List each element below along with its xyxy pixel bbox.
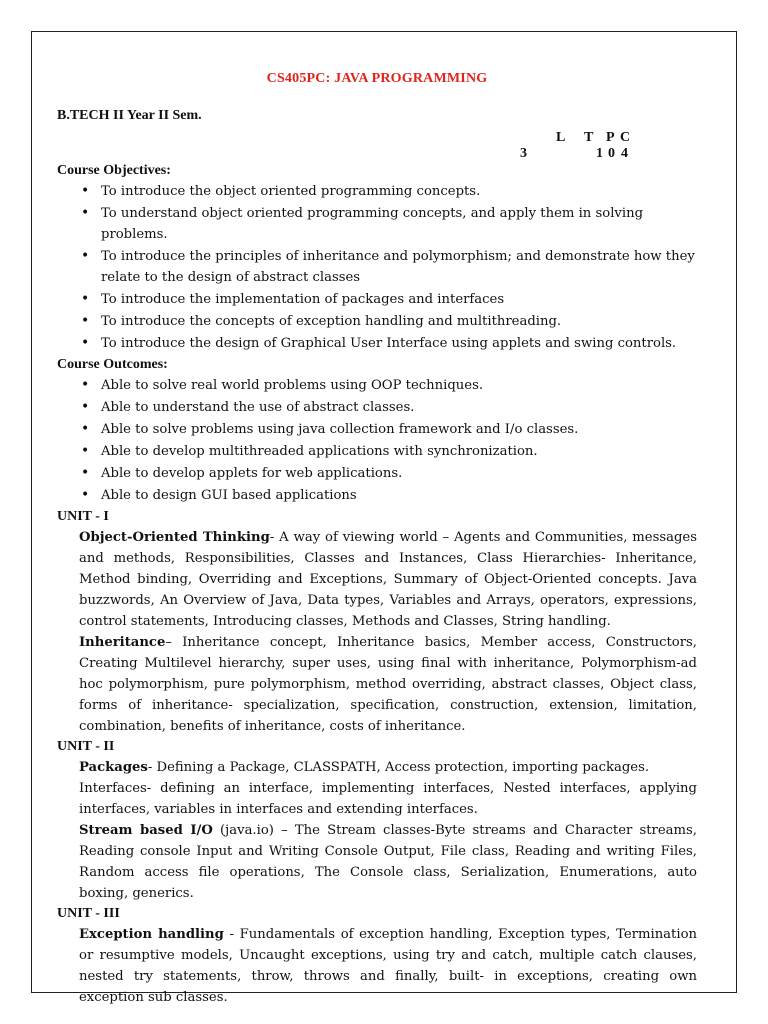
unit-2-paragraph-io: Stream based I/O (java.io) – The Stream classes-Byte streams and Character streams, Reading console Input and Writing Console Output, File class, Reading and writing Files, Random access file operations, The Console class, Serialization, Enumerations, auto boxing, generics. (79, 823, 697, 901)
list-item: • Able to solve problems using java collection framework and I/o classes. (81, 419, 697, 440)
bullet-icon: • (81, 465, 90, 481)
term-label: Stream based I/O (79, 823, 213, 838)
list-item: • Able to understand the use of abstract classes. (81, 397, 697, 418)
bullet-icon: • (81, 291, 90, 307)
term-label: Exception handling (79, 927, 224, 942)
unit-2-heading: UNIT - II (57, 739, 115, 754)
unit-1-paragraph-inheritance: Inheritance– Inheritance concept, Inheritance basics, Member access, Constructors, Creating Multilevel hierarchy, super uses, using final with inheritance, Polymorphism-ad hoc polymorphism, pure polymorphism, method overriding, abstract classes, Object class, forms of inheritance- specialization, specification, construction, extension, limitation, combination, benefits of inheritance, costs of inheritance. (79, 635, 697, 734)
bullet-icon: • (81, 205, 90, 221)
list-item: • To introduce the concepts of exception handling and multithreading. (81, 311, 697, 332)
outcomes-heading: Course Outcomes: (57, 357, 168, 372)
list-item: • Able to develop applets for web applications. (81, 463, 697, 484)
bullet-icon: • (81, 248, 90, 264)
unit-3-heading: UNIT - III (57, 906, 120, 921)
list-item: • To introduce the principles of inheritance and polymorphism; and demonstrate how they relate to the design of abstract classes (81, 248, 695, 285)
bullet-icon: • (81, 377, 90, 393)
bullet-icon: • (81, 313, 90, 329)
list-item: • Able to solve real world problems using OOP techniques. (81, 375, 697, 396)
bullet-icon: • (81, 183, 90, 199)
outcomes-list (57, 375, 697, 506)
semester-label: B.TECH II Year II Sem. (57, 108, 202, 123)
list-item: • To introduce the implementation of packages and interfaces (81, 289, 697, 310)
term-label: Object-Oriented Thinking (79, 530, 270, 545)
credits-table (57, 127, 697, 161)
credit-header-p: P (606, 130, 615, 145)
unit-1-heading: UNIT - I (57, 509, 109, 524)
credit-value-p: 0 (608, 146, 615, 161)
unit-3-paragraph-exceptions: Exception handling - Fundamentals of exception handling, Exception types, Termination or resumptive models, Uncaught exceptions, using try and catch, multiple catch clauses, nested try statements, throw, throws and finally, built- in exceptions, creating own exception sub classes. (79, 927, 697, 1005)
unit-1-paragraph-oop: Object-Oriented Thinking- A way of viewing world – Agents and Communities, messages and methods, Responsibilities, Classes and Instances, Class Hierarchies- Inheritance, Method binding, Overriding and Exceptions, Summary of Object-Oriented concepts. Java buzzwords, An Overview of Java, Data types, Variables and Arrays, operators, expressions, control statements, Introducing classes, Methods and Classes, String handling. (79, 530, 698, 629)
bullet-icon: • (81, 335, 90, 351)
objectives-list (57, 181, 697, 354)
credit-header-l: L (556, 130, 566, 145)
list-item: • To introduce the object oriented programming concepts. (81, 181, 697, 202)
term-label: Packages (79, 760, 148, 775)
objectives-heading: Course Objectives: (57, 163, 171, 178)
unit-2-paragraph-interfaces: Interfaces- defining an interface, implementing interfaces, Nested interfaces, applying interfaces, variables in interfaces and extending interfaces. (79, 781, 697, 817)
list-item: • To introduce the design of Graphical User Interface using applets and swing controls. (81, 333, 697, 354)
bullet-icon: • (81, 487, 90, 503)
credit-header-c: C (620, 130, 631, 145)
course-title: CS405PC: JAVA PROGRAMMING (266, 71, 488, 86)
unit-2-paragraph-packages: Packages- Defining a Package, CLASSPATH, Access protection, importing packages. (79, 760, 650, 775)
credit-value-l: 3 (520, 146, 527, 161)
list-item: • Able to develop multithreaded applications with synchronization. (81, 441, 697, 462)
term-label: Inheritance (79, 635, 166, 650)
bullet-icon: • (81, 421, 90, 437)
bullet-icon: • (81, 399, 90, 415)
credit-header-t: T (584, 130, 594, 145)
credit-value-c: 4 (621, 146, 628, 161)
bullet-icon: • (81, 443, 90, 459)
syllabus-page (57, 68, 697, 1008)
list-item: • To understand object oriented programming concepts, and apply them in solving problems. (81, 205, 644, 242)
credit-value-t: 1 (596, 146, 603, 161)
list-item: • Able to design GUI based applications (81, 485, 697, 506)
